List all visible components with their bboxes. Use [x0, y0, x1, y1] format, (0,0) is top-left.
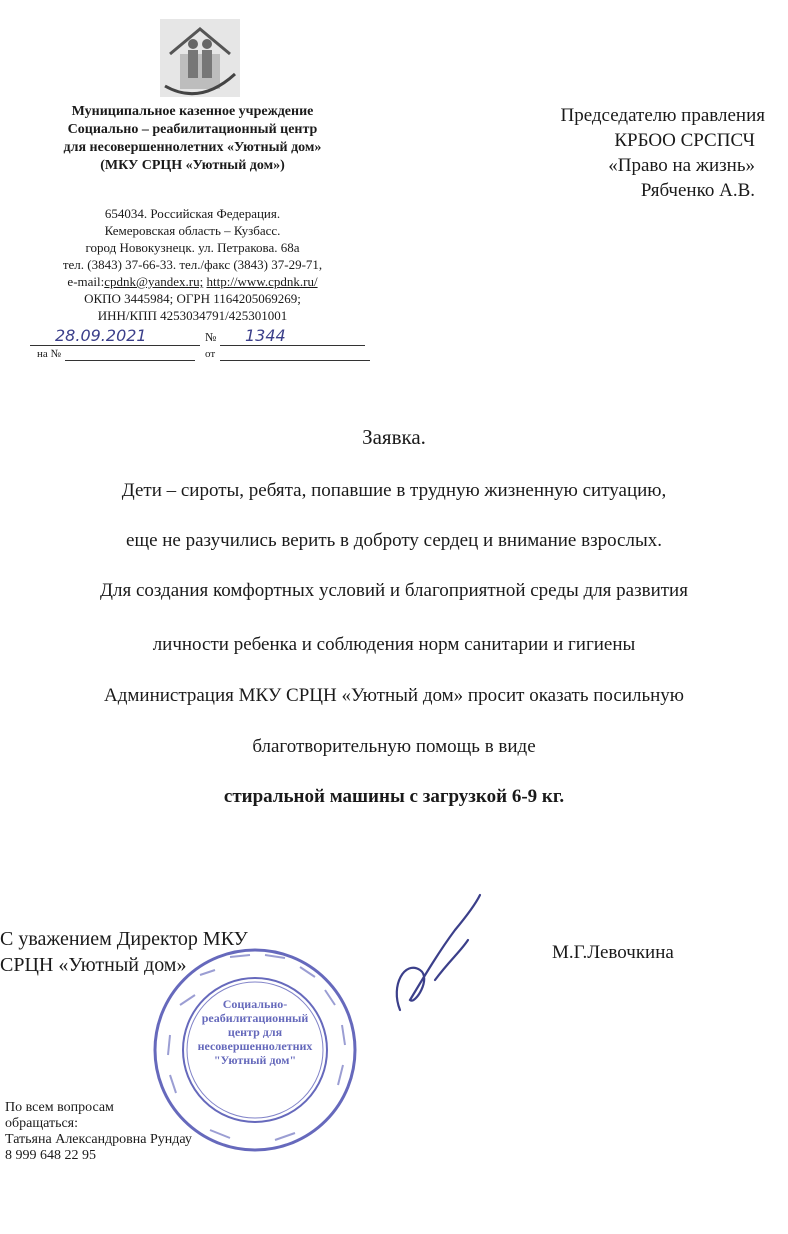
requested-item: стиральной машины с загрузкой 6-9 кг. [223, 786, 565, 807]
website-link[interactable]: http://www.cpdnk.ru/ [206, 274, 318, 289]
from-label: от [205, 348, 216, 360]
org-line: Муниципальное казенное учреждение [71, 104, 314, 119]
address-line: Кемеровская область – Кузбасс. [104, 223, 281, 238]
contact-line: обращаться: [5, 1116, 79, 1131]
body-paragraph: Для создания комфортных условий и благоприятной среды для развития [100, 580, 688, 601]
closing-line: СРЦН «Уютный дом» [0, 954, 187, 976]
body-paragraph: благотворительную помощь в виде [252, 736, 536, 757]
address-line: город Новокузнецк. ул. Петракова. 68а [85, 240, 300, 255]
director-signature [380, 890, 490, 1020]
handwritten-number: 1344 [245, 326, 286, 345]
org-line: (МКУ СРЦН «Уютный дом») [100, 158, 285, 173]
recipient-line: Председателю правления [560, 105, 765, 126]
date-underline [30, 345, 200, 346]
stamp-line: несовершеннолетних [197, 1039, 313, 1053]
stamp-line: реабилитационный [201, 1011, 309, 1025]
director-name: М.Г.Левочкина [552, 942, 674, 963]
contact-phone: 8 999 648 22 95 [5, 1148, 96, 1163]
number-underline [220, 345, 365, 346]
handwritten-date: 28.09.2021 [55, 326, 147, 345]
recipient-line: «Право на жизнь» [608, 155, 755, 176]
stamp-center-text [190, 997, 320, 1067]
from-underline [220, 360, 370, 361]
contact-line: По всем вопросам [5, 1100, 114, 1115]
organization-name-block [20, 103, 365, 175]
email-prefix: e-mail: [67, 274, 105, 289]
body-paragraph: личности ребенка и соблюдения норм санитарии и гигиены [152, 634, 636, 655]
codes-line: ОКПО 3445984; ОГРН 1164205069269; [84, 291, 301, 306]
on-number-underline [65, 360, 195, 361]
contact-line: Татьяна Александровна Рундау [5, 1132, 192, 1147]
stamp-line: Социально- [222, 997, 288, 1011]
body-paragraph: Администрация МКУ СРЦН «Уютный дом» просит оказать посильную [103, 685, 684, 706]
org-line: для несовершеннолетних «Уютный дом» [63, 140, 322, 155]
signature-closing-block [0, 926, 320, 978]
number-label: № [205, 330, 217, 344]
organization-address-block [20, 205, 365, 324]
organization-logo [150, 14, 250, 104]
contact-web-line [20, 273, 365, 290]
org-line: Социально – реабилитационный центр [67, 122, 318, 137]
recipient-line: Рябченко А.В. [640, 180, 755, 201]
address-line: 654034. Российская Федерация. [104, 206, 281, 221]
contact-person-block [5, 1100, 192, 1164]
email-link[interactable]: cpdnk@yandex.ru; [104, 274, 204, 289]
address-line: тел. (3843) 37-66-33. тел./факс (3843) 37-29-71, [62, 257, 323, 272]
incoming-reference-line [25, 348, 365, 364]
recipient-line: КРБОО СРСПСЧ [614, 130, 755, 151]
body-paragraph: Дети – сироты, ребята, попавшие в трудную жизненную ситуацию, [121, 480, 667, 501]
on-number-label: на № [37, 348, 62, 360]
recipient-block [495, 103, 775, 203]
closing-line: С уважением Директор МКУ [0, 928, 248, 950]
outgoing-reference-line [25, 326, 365, 348]
body-paragraph: еще не разучились верить в доброту сердец и внимание взрослых. [126, 530, 662, 551]
codes-line: ИНН/КПП 4253034791/425301001 [97, 308, 288, 323]
document-title: Заявка. [362, 425, 426, 449]
stamp-line: "Уютный дом" [213, 1053, 297, 1067]
stamp-line: центр для [227, 1025, 283, 1039]
